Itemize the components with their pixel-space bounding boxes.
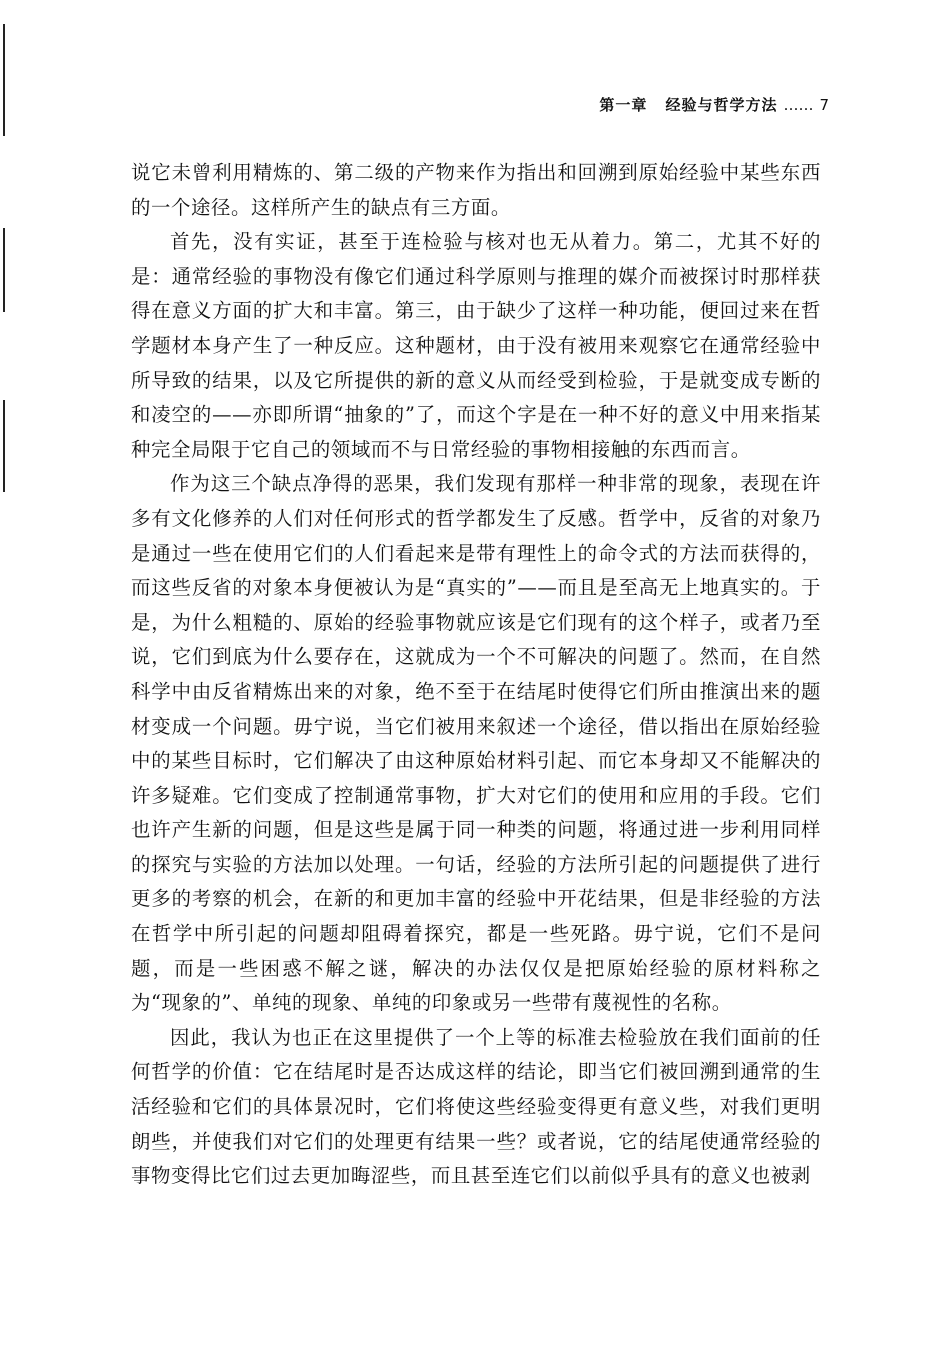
chapter-label: 第一章: [599, 96, 648, 114]
header-leader-dots: ……: [783, 96, 814, 114]
margin-mark-top: [3, 24, 5, 136]
chapter-title: 经验与哲学方法: [665, 96, 778, 114]
paragraph: 首先，没有实证，甚至于连检验与核对也无从着力。第二，尤其不好的是：通常经验的事物没有像它们通过科学原则与推理的媒介而被探讨时那样获得在意义方面的扩大和丰富。第三，由于缺少了这样一种功能，便回过来在哲学题材本身产生了一种反应。这种题材，由于没有被用来观察它在通常经验中所导致的结果，以及它所提供的新的意义从而经受到检验，于是就变成专断的和凌空的——亦即所谓“抽象的”了，而这个字是在一种不好的意义中用来指某种完全局限于它自己的领域而不与日常经验的事物相接触的东西而言。: [131, 230, 821, 461]
margin-mark-middle: [3, 228, 5, 312]
page-number: 7: [819, 96, 830, 114]
margin-mark-lower: [3, 400, 5, 492]
paragraph: 因此，我认为也正在这里提供了一个上等的标准去检验放在我们面前的任何哲学的价值：它在结尾时是否达成这样的结论，即当它们被回溯到通常的生活经验和它们的具体景况时，它们将使这些经验变得更有意义些，对我们更明朗些，并使我们对它们的处理更有结果一些？或者说，它的结尾使通常经验的事物变得比它们过去更加晦涩些，而且甚至连它们以前似乎具有的意义也被剥: [131, 1025, 821, 1188]
body-text: [131, 156, 821, 1194]
paragraph-continued: 说它未曾利用精炼的、第二级的产物来作为指出和回溯到原始经验中某些东西的一个途径。这样所产生的缺点有三方面。: [131, 161, 821, 219]
running-header: [599, 94, 830, 115]
paragraph: 作为这三个缺点净得的恶果，我们发现有那样一种非常的现象，表现在许多有文化修养的人们对任何形式的哲学都发生了反感。哲学中，反省的对象乃是通过一些在使用它们的人们看起来是带有理性上的命令式的方法而获得的，而这些反省的对象本身便被认为是“真实的”——而且是至高无上地真实的。于是，为什么粗糙的、原始的经验事物就应该是它们现有的这个样子，或者乃至说，它们到底为什么要存在，这就成为一个不可解决的问题了。然而，在自然科学中由反省精炼出来的对象，绝不至于在结尾时使得它们所由推演出来的题材变成一个问题。毋宁说，当它们被用来叙述一个途径，借以指出在原始经验中的某些目标时，它们解决了由这种原始材料引起、而它本身却又不能解决的许多疑难。它们变成了控制通常事物，扩大对它们的使用和应用的手段。它们也许产生新的问题，但是这些是属于同一种类的问题，将通过进一步利用同样的探究与实验的方法加以处理。一句话，经验的方法所引起的问题提供了进行更多的考察的机会，在新的和更加丰富的经验中开花结果，但是非经验的方法在哲学中所引起的问题却阻碍着探究，都是一些死路。毋宁说，它们不是问题，而是一些困惑不解之谜，解决的办法仅仅是把原始经验的原材料称之为“现象的”、单纯的现象、单纯的印象或另一些带有蔑视性的名称。: [131, 472, 821, 1015]
